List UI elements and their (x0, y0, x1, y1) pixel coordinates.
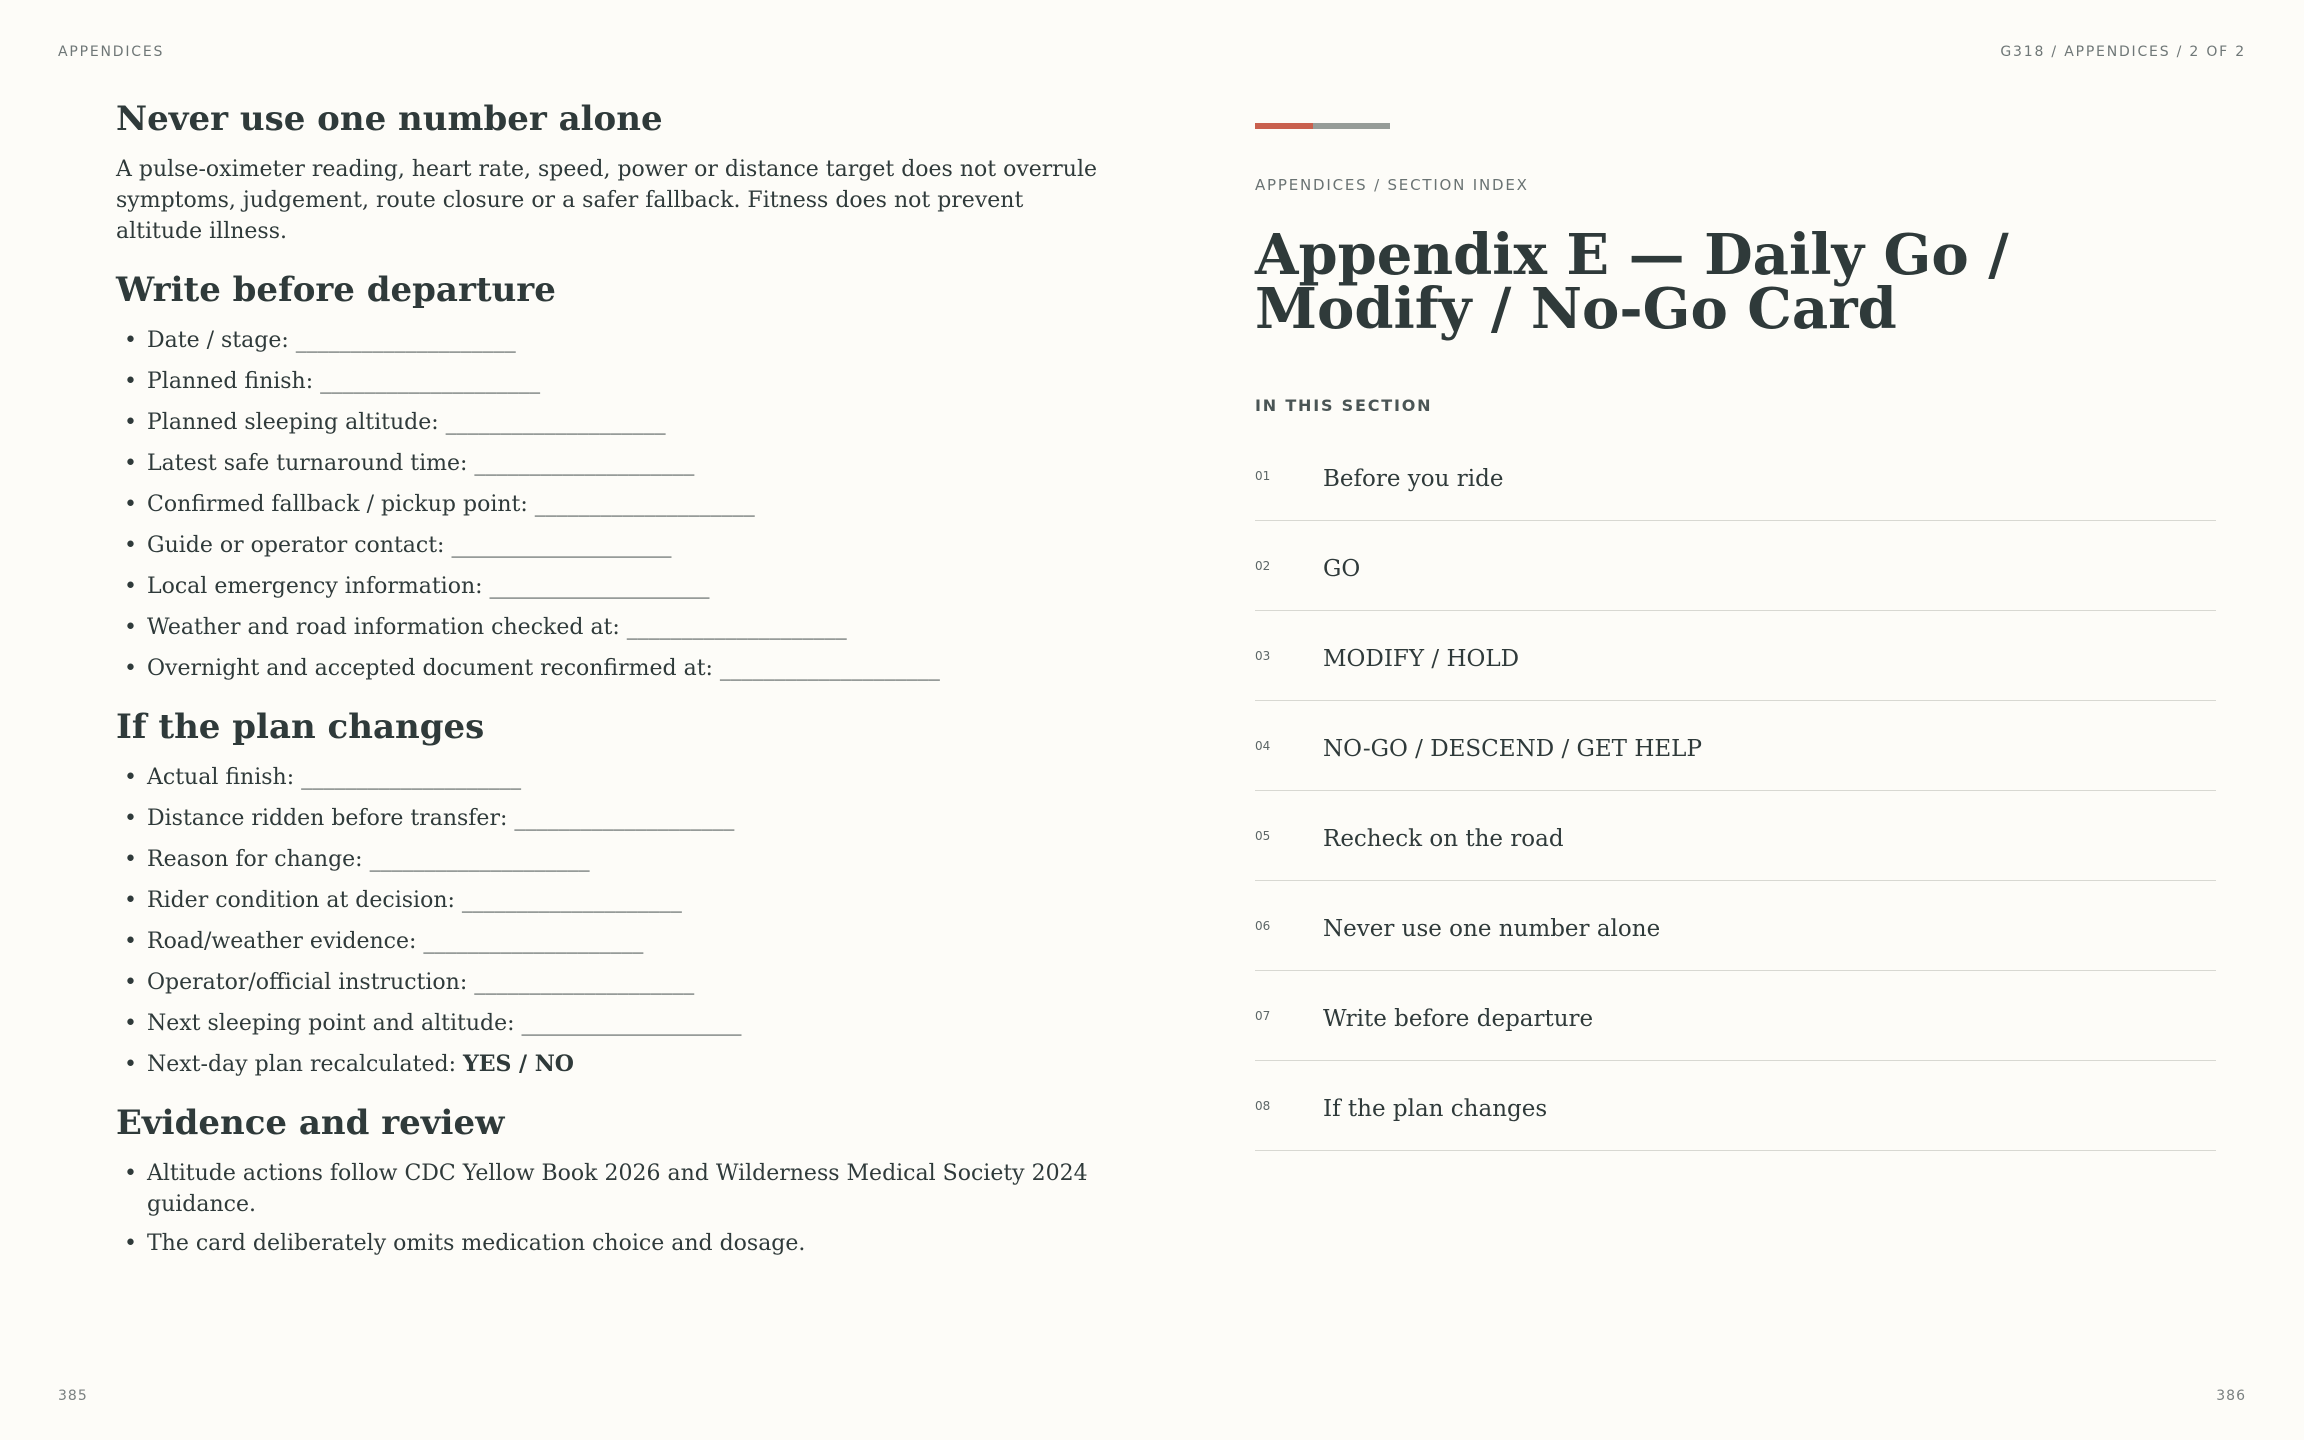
list-item (116, 1049, 1116, 1080)
accent-rule-secondary (1313, 123, 1390, 129)
section-eyebrow: APPENDICES / SECTION INDEX (1255, 176, 1529, 194)
section-heading: Evidence and review (116, 1103, 505, 1143)
section-write-before-departure (116, 269, 1116, 684)
list-item: • Operator/official instruction: ____________________ (116, 967, 1116, 998)
plan-change-checklist (116, 762, 1116, 1080)
toc-label: Write before departure (1323, 1006, 1594, 1032)
toc-number: 05 (1255, 829, 1271, 843)
list-item: • Distance ridden before transfer: ____________________ (116, 803, 1116, 834)
section-heading: Write before departure (116, 270, 556, 310)
toc-label: Before you ride (1323, 466, 1504, 492)
departure-checklist (116, 325, 1116, 684)
toc-number: 04 (1255, 739, 1271, 753)
list-item: • Rider condition at decision: ____________________ (116, 885, 1116, 916)
evidence-list (116, 1158, 1116, 1259)
toc-label: NO-GO / DESCEND / GET HELP (1323, 736, 1702, 762)
list-item-prefix: Next-day plan recalculated: (147, 1052, 463, 1077)
section-heading: If the plan changes (116, 707, 485, 747)
section-index (1255, 431, 2216, 1151)
list-item: • Reason for change: ____________________ (116, 844, 1116, 875)
toc-number: 06 (1255, 919, 1271, 933)
list-item: • Date / stage: ____________________ (116, 325, 1116, 356)
list-item: • Next sleeping point and altitude: ____________________ (116, 1008, 1116, 1039)
toc-number: 07 (1255, 1009, 1271, 1023)
toc-label: Never use one number alone (1323, 916, 1661, 942)
page-number-right: 386 (2216, 1388, 2246, 1404)
toc-entry[interactable] (1255, 521, 2216, 611)
list-item: • The card deliberately omits medication choice and dosage. (116, 1228, 1116, 1259)
section-paragraph: A pulse-oximeter reading, heart rate, speed, power or distance target does not overrule symptoms, judgement, route closure or a safer fallback. Fitness does not prevent altitude illness. (116, 157, 1098, 244)
section-if-plan-changes (116, 706, 1116, 1080)
page-title: Appendix E — Daily Go / Modify / No-Go Card (1255, 222, 2009, 342)
list-item: • Weather and road information checked at: ____________________ (116, 612, 1116, 643)
list-item: • Actual finish: ____________________ (116, 762, 1116, 793)
yes-no-choice: YES / NO (462, 1051, 574, 1077)
toc-number: 02 (1255, 559, 1271, 573)
toc-label: GO (1323, 556, 1361, 582)
page-number-left: 385 (58, 1388, 88, 1404)
running-head-right: G318 / APPENDICES / 2 OF 2 (2000, 44, 2246, 60)
section-never-use-one-number (116, 98, 1116, 247)
toc-entry[interactable] (1255, 701, 2216, 791)
list-item: • Planned finish: ____________________ (116, 366, 1116, 397)
list-item: • Confirmed fallback / pickup point: ____________________ (116, 489, 1116, 520)
toc-entry[interactable] (1255, 611, 2216, 701)
toc-heading: IN THIS SECTION (1255, 396, 1433, 415)
accent-rule (1255, 123, 1390, 129)
section-evidence-and-review (116, 1102, 1116, 1259)
list-item: • Guide or operator contact: ____________________ (116, 530, 1116, 561)
toc-number: 08 (1255, 1099, 1271, 1113)
toc-number: 01 (1255, 469, 1271, 483)
list-item: • Latest safe turnaround time: ____________________ (116, 448, 1116, 479)
accent-rule-primary (1255, 123, 1313, 129)
toc-entry[interactable] (1255, 881, 2216, 971)
toc-entry[interactable] (1255, 431, 2216, 521)
toc-number: 03 (1255, 649, 1271, 663)
list-item: • Planned sleeping altitude: ____________________ (116, 407, 1116, 438)
list-item: • Altitude actions follow CDC Yellow Book 2026 and Wilderness Medical Society 2024 guidance. (116, 1158, 1116, 1220)
toc-label: MODIFY / HOLD (1323, 646, 1520, 672)
list-item: • Overnight and accepted document reconfirmed at: ____________________ (116, 653, 1116, 684)
toc-entry[interactable] (1255, 1061, 2216, 1151)
left-page-content (116, 98, 1116, 1267)
toc-label: If the plan changes (1323, 1096, 1548, 1122)
list-item: • Local emergency information: ____________________ (116, 571, 1116, 602)
running-head-left: APPENDICES (58, 44, 165, 60)
toc-entry[interactable] (1255, 791, 2216, 881)
toc-entry[interactable] (1255, 971, 2216, 1061)
toc-label: Recheck on the road (1323, 826, 1564, 852)
section-heading: Never use one number alone (116, 99, 663, 139)
list-item: • Road/weather evidence: ____________________ (116, 926, 1116, 957)
